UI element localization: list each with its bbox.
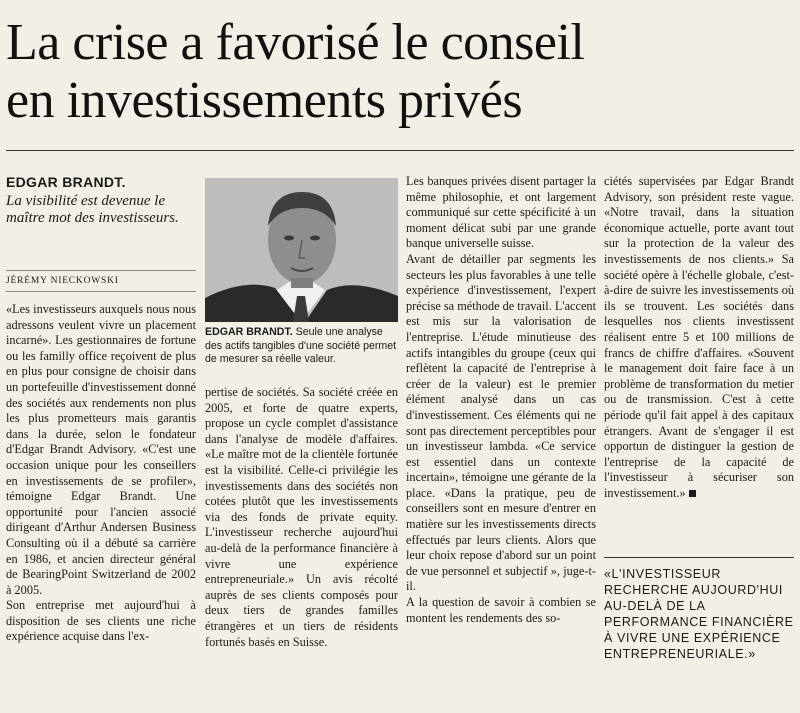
photo-caption <box>205 326 398 367</box>
caption-text: Seule une analyse des actifs tangibles d'une société permet de mesurer sa réelle valeur. <box>205 326 397 365</box>
column-4 <box>604 174 794 501</box>
kicker: EDGAR BRANDT. <box>6 174 126 190</box>
byline: JÉRÉMY NIECKOWSKI <box>6 276 119 286</box>
portrait-illustration <box>205 178 398 322</box>
caption-name: EDGAR BRANDT. <box>205 326 293 338</box>
column-4-paragraph-1: ciétés supervisées par Edgar Brandt Advisory, son président reste vague. «Notre travail, dans la situation économique actuelle, porte avant tout sur la protection de la valeur des investissements de nos clients.» Sa société opère à l'échelle globale, c'est-à-dire de suivre les investissements où ils se trouvent. Les sociétés dans lesquelles nos clients investissent réalisent entre 5 et 100 millions de francs de chiffre d'affaires. «Souvent le management doit faire face à un problème de transformation du metier ou de transmission. C'est à cette période qu'il fait appel à des capitaux étrangers. Avant de s'engager il est opportun de distinguer la gestion de l'entreprise de la capacité de l'investisseur à sécuriser son investissement.» <box>604 174 794 500</box>
byline-rule-bottom <box>6 291 196 292</box>
headline-rule <box>6 150 794 151</box>
column-1 <box>6 302 196 645</box>
pull-quote: «L'INVESTISSEUR RECHERCHE AUJOURD'HUI AU-DELÀ DE LA PERFORMANCE FINANCIÈRE À VIVRE UNE EXPÉRIENCE ENTREPRENEURIALE.» <box>604 557 794 662</box>
headline <box>6 14 796 130</box>
column-1-paragraph-1: «Les investisseurs auxquels nous nous adressons veulent vivre un placement incarné». Les gestionnaires de fortune ou les familly office reçoivent de plus en plus pour consigne de choisir dans un portefeuille d'investissement donné des sociétés aux rendements non plus les plus prometteurs mais garantis dans la durée, selon le fondateur d'Edgar Brandt Advisory. «C'est une occasion unique pour les conseillers en investissements de se profiler», témoigne Edgar Brandt. Une opportunité pour l'ancien associé dirigeant d'Arthur Andersen Business Consulting où il a débuté sa carrière en 1986, et ancien directeur général de BearingPoint Switzerland de 2002 à 2005. <box>6 302 196 597</box>
headline-line-1: La crise a favorisé le conseil <box>6 14 585 71</box>
end-of-article-mark <box>689 490 696 497</box>
column-2-paragraph-1: pertise de sociétés. Sa société créée en 2005, et forte de quatre experts, propose un cycle complet d'assistance dans l'analyse de modèle d'affaires. «Le maître mot de la clientèle fortunée est la visibilité. Celle-ci privilégie les investissements dans des sociétés non cotées plutôt que les investissements via des fonds de private equity. L'investisseur recherche aujourd'hui au-delà de la performance financière à vivre une expérience entrepreneuriale.» Un avis récolté auprès de ses clients composés pour deux tiers de grandes familles étrangères et un tiers de résidents fortunés basés en Suisse. <box>205 385 398 649</box>
deck: La visibilité est devenue le maître mot des investisseurs. <box>6 193 179 226</box>
column-2 <box>205 385 398 650</box>
column-3-paragraph-3: A la question de savoir à combien se montent les rendements des so- <box>406 595 596 625</box>
byline-rule <box>6 270 196 271</box>
column-1-paragraph-2: Son entreprise met aujourd'hui à disposition de ses clients une riche expérience acquise dans l'ex- <box>6 598 196 644</box>
column-3-paragraph-1: Les banques privées disent partager la même philosophie, et ont largement communiqué sur cette spécificité à un moment délicat subi par une grande banque universelle suisse. <box>406 174 596 251</box>
column-3 <box>406 174 596 626</box>
column-3-paragraph-2: Avant de détailler par segments les secteurs les plus favorables à une telle expérience d'investissement, l'expert précise sa méthode de travail. L'accent est mis sur la valorisation de l'entreprise. L'étude minutieuse des actifs intangibles du groupe (ceux qui reflètent la capacité de l'entreprise à créer de la valeur) est le premier élément analysé dans un cas d'investissement. Ces éléments qui ne sont pas directement perceptibles pour un investisseur lambda. «Ce service est essentiel dans un contexte incertain», témoigne une gérante de la place. «Dans la pratique, peu de conseillers sont en mesure d'entrer en matière sur les investissements directs effectués par leurs clients. Alors que leur choix repose d'abord sur un point de vue personnel et subjectif », juge-t-il. <box>406 251 596 594</box>
portrait-photo <box>205 178 398 322</box>
headline-line-2: en investissements privés <box>6 72 523 129</box>
